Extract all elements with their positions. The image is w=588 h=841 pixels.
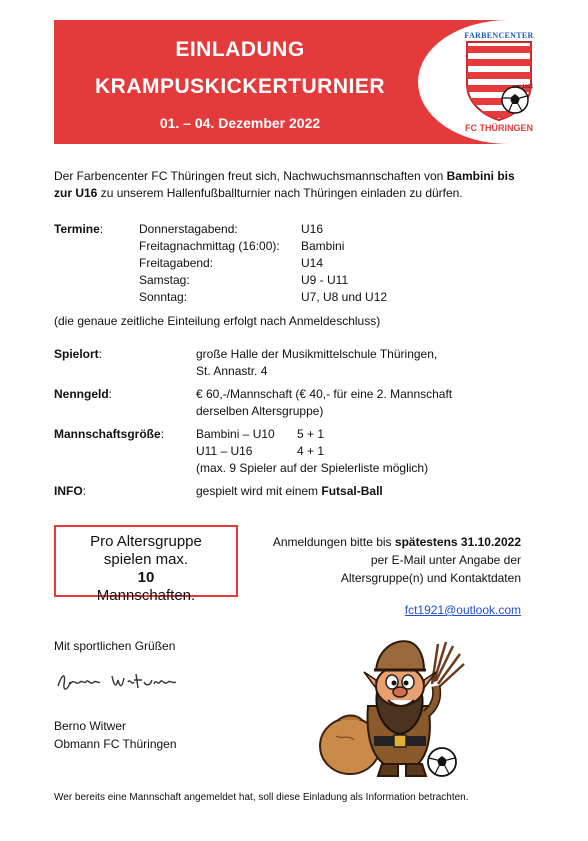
intro-line-2: zur U16 zu unserem Hallenfußballturnier nach Thüringen einladen zu dürfen. bbox=[54, 186, 463, 200]
greeting: Mit sportlichen Grüßen bbox=[54, 639, 176, 653]
termine-label: Termine: bbox=[54, 222, 104, 236]
termine-day-2: Freitagabend: bbox=[139, 256, 214, 270]
signer-role: Obmann FC Thüringen bbox=[54, 737, 177, 751]
info-text: gespielt wird mit einem Futsal-Ball bbox=[196, 484, 383, 498]
termine-group-2: U14 bbox=[301, 256, 324, 270]
notice-box bbox=[54, 525, 238, 604]
anmeldung-line-1: Anmeldungen bitte bis spätestens 31.10.2022 bbox=[272, 535, 521, 549]
termine-group-3: U9 - U11 bbox=[301, 273, 349, 287]
spielort-line-2: St. Annastr. 4 bbox=[196, 364, 268, 378]
termine-day-0: Donnerstagabend: bbox=[139, 222, 238, 236]
footer-note: Wer bereits eine Mannschaft angemeldet hat, soll diese Einladung als Information betrachten. bbox=[54, 792, 469, 803]
krampus-mascot-illustration bbox=[318, 636, 468, 781]
title-dates: 01. – 04. Dezember 2022 bbox=[159, 115, 321, 131]
notice-line-2: spielen max. 10 bbox=[103, 551, 189, 586]
termine-day-1: Freitagnachmittag (16:00): bbox=[139, 239, 280, 253]
termine-group-4: U7, U8 und U12 bbox=[301, 290, 388, 304]
mannschaft-age-1: U11 – U16 bbox=[196, 444, 253, 458]
mannschaft-age-0: Bambini – U10 bbox=[196, 427, 275, 441]
nenngeld-label: Nenngeld: bbox=[54, 387, 113, 401]
club-logo bbox=[453, 26, 545, 136]
termine-day-3: Samstag: bbox=[139, 273, 190, 287]
notice-line-3: Mannschaften. bbox=[96, 587, 196, 604]
mannschaft-note: (max. 9 Spieler auf der Spielerliste möglich) bbox=[196, 461, 429, 475]
termine-group-0: U16 bbox=[301, 222, 324, 236]
email-link[interactable]: fct1921@outlook.com bbox=[404, 603, 521, 617]
logo-bottom-text: FC THÜRINGEN bbox=[465, 123, 533, 133]
logo-top-text: FARBENCENTER bbox=[464, 31, 534, 40]
info-label: INFO: bbox=[54, 484, 87, 498]
notice-line-1: Pro Altersgruppe bbox=[90, 533, 202, 550]
mannschaft-size-1: 4 + 1 bbox=[297, 444, 325, 458]
signature-image bbox=[54, 664, 184, 700]
anmeldung-line-3: Altersgruppe(n) und Kontaktdaten bbox=[340, 571, 521, 585]
spielort-line-1: große Halle der Musikmittelschule Thüringen, bbox=[196, 347, 438, 361]
signer-name: Berno Witwer bbox=[54, 719, 127, 733]
club-crest-icon bbox=[463, 40, 535, 122]
termine-group-1: Bambini bbox=[301, 239, 345, 253]
nenngeld-line-2: derselben Altersgruppe) bbox=[196, 404, 324, 418]
spielort-label: Spielort: bbox=[54, 347, 103, 361]
mannschaft-size-0: 5 + 1 bbox=[297, 427, 325, 441]
intro-line-1: Der Farbencenter FC Thüringen freut sich, Nachwuchsmannschaften von Bambini bis bbox=[54, 169, 515, 183]
title-einladung: EINLADUNG bbox=[175, 38, 305, 61]
logo-since-text: seit 1921 bbox=[513, 84, 534, 90]
termine-note: (die genaue zeitliche Einteilung erfolgt nach Anmeldeschluss) bbox=[54, 314, 381, 328]
title-turnier: KRAMPUSKICKERTURNIER bbox=[94, 75, 385, 98]
mannschaft-label: Mannschaftsgröße: bbox=[54, 427, 165, 441]
nenngeld-line-1: € 60,-/Mannschaft (€ 40,- für eine 2. Mannschaft bbox=[196, 387, 453, 401]
anmeldung-line-2: per E-Mail unter Angabe der bbox=[370, 553, 521, 567]
termine-day-4: Sonntag: bbox=[139, 290, 188, 304]
